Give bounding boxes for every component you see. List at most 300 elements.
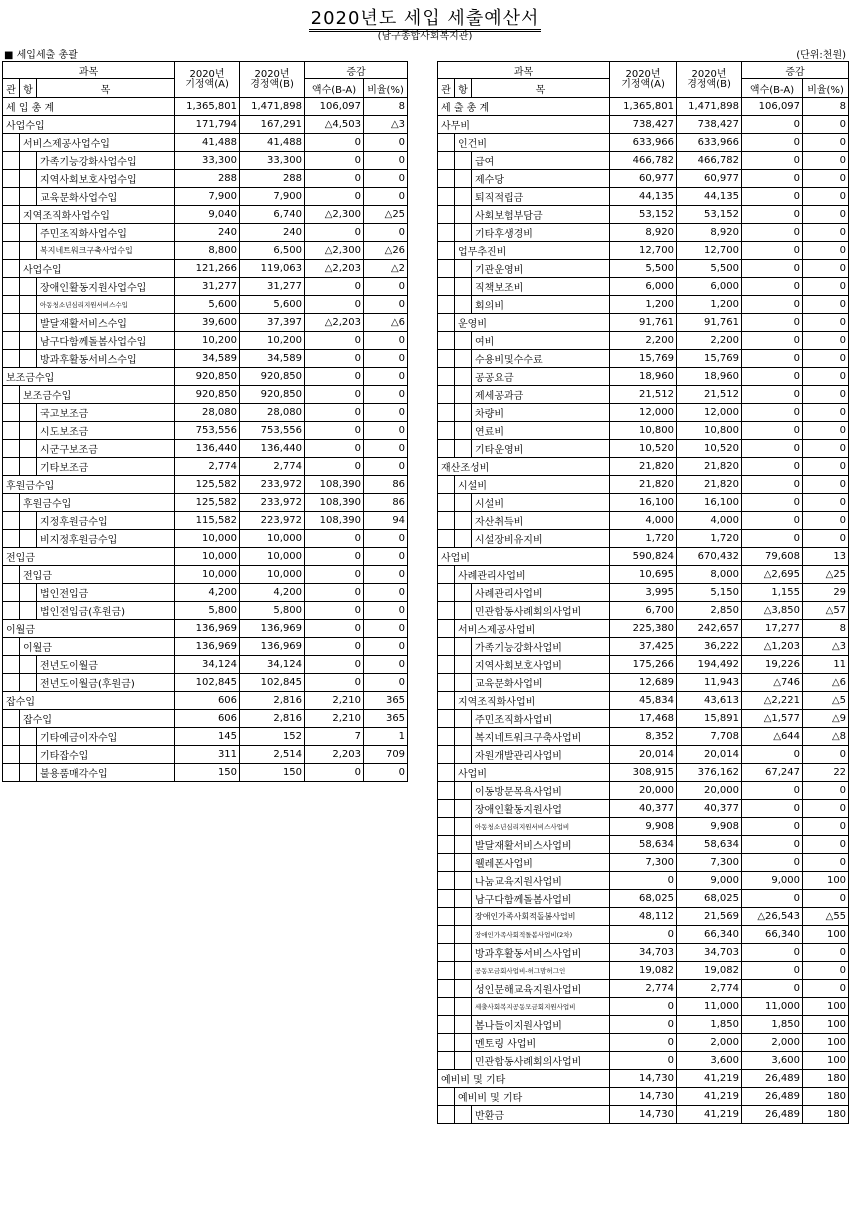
indent-cell xyxy=(455,350,472,368)
table-row xyxy=(438,674,849,692)
item-name: 방과후활동서비스사업비 xyxy=(472,944,610,962)
amount-diff: 67,247 xyxy=(742,764,803,782)
item-name: 교육문화사업수입 xyxy=(37,188,175,206)
indent-cell xyxy=(3,404,20,422)
amount-diff: 2,210 xyxy=(305,692,364,710)
table-row xyxy=(438,620,849,638)
amount-a: 311 xyxy=(175,746,240,764)
amount-b: 7,300 xyxy=(677,854,742,872)
amount-ratio: 0 xyxy=(364,332,408,350)
amount-ratio: △3 xyxy=(364,116,408,134)
amount-diff: 2,210 xyxy=(305,710,364,728)
amount-a: 2,774 xyxy=(610,980,677,998)
indent-cell xyxy=(3,260,20,278)
table-row xyxy=(438,728,849,746)
table-row xyxy=(3,674,408,692)
indent-cell xyxy=(455,926,472,944)
indent-cell xyxy=(455,404,472,422)
item-name: 장애인가족사회적돌봄사업비(2차) xyxy=(472,926,610,944)
table-row xyxy=(3,512,408,530)
amount-b: 41,219 xyxy=(677,1088,742,1106)
amount-b: 8,000 xyxy=(677,566,742,584)
amount-diff: 0 xyxy=(742,530,803,548)
amount-diff: 0 xyxy=(305,548,364,566)
indent-cell xyxy=(438,1106,455,1124)
amount-ratio: 0 xyxy=(364,566,408,584)
indent-cell xyxy=(455,152,472,170)
indent-cell xyxy=(438,926,455,944)
indent-cell xyxy=(455,890,472,908)
amount-ratio: 0 xyxy=(803,404,849,422)
item-name: 세출사회복지공동모금회지원사업비 xyxy=(472,998,610,1016)
item-name: 연료비 xyxy=(472,422,610,440)
header-zeunggam: 증감 xyxy=(742,62,849,79)
amount-b: 152 xyxy=(240,728,305,746)
amount-diff: 1,850 xyxy=(742,1016,803,1034)
header-ratio: 비율(%) xyxy=(803,79,849,98)
amount-ratio: 180 xyxy=(803,1088,849,1106)
item-name: 기타운영비 xyxy=(472,440,610,458)
amount-a: 590,824 xyxy=(610,548,677,566)
table-row xyxy=(3,602,408,620)
amount-a: 5,800 xyxy=(175,602,240,620)
item-name: 서비스제공사업수입 xyxy=(20,134,175,152)
table-row xyxy=(438,314,849,332)
indent-cell xyxy=(20,728,37,746)
item-name: 복지네트워크구축사업비 xyxy=(472,728,610,746)
amount-a: 44,135 xyxy=(610,188,677,206)
indent-cell xyxy=(438,440,455,458)
amount-a: 8,800 xyxy=(175,242,240,260)
indent-cell xyxy=(3,296,20,314)
indent-cell xyxy=(455,530,472,548)
amount-ratio: 180 xyxy=(803,1106,849,1124)
item-name: 아동청소년심리지원서비스수입 xyxy=(37,296,175,314)
amount-a: 3,995 xyxy=(610,584,677,602)
table-row xyxy=(438,422,849,440)
amount-a: 48,112 xyxy=(610,908,677,926)
table-row xyxy=(438,368,849,386)
item-name: 장애인활동지원사업 xyxy=(472,800,610,818)
amount-ratio: △5 xyxy=(803,692,849,710)
amount-a: 7,300 xyxy=(610,854,677,872)
amount-b: 6,500 xyxy=(240,242,305,260)
indent-cell xyxy=(20,224,37,242)
indent-cell xyxy=(3,656,20,674)
amount-ratio: 0 xyxy=(364,530,408,548)
item-name: 가족기능강화사업수입 xyxy=(37,152,175,170)
amount-ratio: 0 xyxy=(803,494,849,512)
amount-a: 41,488 xyxy=(175,134,240,152)
indent-cell xyxy=(3,746,20,764)
header-gwan: 관 xyxy=(3,79,20,98)
table-row xyxy=(3,98,408,116)
amount-diff: 0 xyxy=(305,638,364,656)
amount-diff: 0 xyxy=(305,134,364,152)
item-name: 전입금 xyxy=(3,548,175,566)
amount-b: 242,657 xyxy=(677,620,742,638)
amount-diff: 0 xyxy=(742,170,803,188)
amount-ratio: 8 xyxy=(803,98,849,116)
indent-cell xyxy=(20,242,37,260)
amount-b: 31,277 xyxy=(240,278,305,296)
amount-b: 920,850 xyxy=(240,386,305,404)
amount-a: 14,730 xyxy=(610,1070,677,1088)
indent-cell xyxy=(455,836,472,854)
amount-a: 10,000 xyxy=(175,530,240,548)
amount-ratio: △6 xyxy=(364,314,408,332)
indent-cell xyxy=(3,170,20,188)
amount-a: 12,700 xyxy=(610,242,677,260)
amount-a: 225,380 xyxy=(610,620,677,638)
amount-ratio: 0 xyxy=(803,962,849,980)
table-row xyxy=(438,404,849,422)
amount-ratio: 0 xyxy=(803,260,849,278)
amount-a: 10,695 xyxy=(610,566,677,584)
amount-a: 1,200 xyxy=(610,296,677,314)
amount-a: 920,850 xyxy=(175,386,240,404)
amount-diff: △2,203 xyxy=(305,260,364,278)
amount-a: 5,600 xyxy=(175,296,240,314)
amount-b: 102,845 xyxy=(240,674,305,692)
amount-diff: 0 xyxy=(742,224,803,242)
item-name: 수용비및수수료 xyxy=(472,350,610,368)
table-row xyxy=(438,962,849,980)
indent-cell xyxy=(20,584,37,602)
indent-cell xyxy=(20,656,37,674)
item-name: 전입금 xyxy=(20,566,175,584)
amount-b: 5,600 xyxy=(240,296,305,314)
amount-ratio: 0 xyxy=(803,296,849,314)
header-mok: 목 xyxy=(472,79,610,98)
indent-cell xyxy=(438,224,455,242)
amount-b: 920,850 xyxy=(240,368,305,386)
table-row xyxy=(3,440,408,458)
amount-a: 1,365,801 xyxy=(175,98,240,116)
indent-cell xyxy=(438,206,455,224)
table-row xyxy=(438,980,849,998)
item-name: 잡수입 xyxy=(3,692,175,710)
item-name: 나눔교육지원사업비 xyxy=(472,872,610,890)
indent-cell xyxy=(3,386,20,404)
amount-a: 10,520 xyxy=(610,440,677,458)
header-col-a: 2020년 기정액(A) xyxy=(610,62,677,98)
amount-a: 115,582 xyxy=(175,512,240,530)
indent-cell xyxy=(455,710,472,728)
amount-ratio: 11 xyxy=(803,656,849,674)
amount-diff: △746 xyxy=(742,674,803,692)
amount-b: 21,820 xyxy=(677,458,742,476)
amount-ratio: 0 xyxy=(803,512,849,530)
amount-diff: 0 xyxy=(742,746,803,764)
amount-diff: 3,600 xyxy=(742,1052,803,1070)
amount-diff: 0 xyxy=(742,836,803,854)
amount-a: 8,920 xyxy=(610,224,677,242)
amount-diff: 66,340 xyxy=(742,926,803,944)
amount-diff: △2,221 xyxy=(742,692,803,710)
indent-cell xyxy=(20,746,37,764)
amount-ratio: 0 xyxy=(364,134,408,152)
amount-diff: 0 xyxy=(305,296,364,314)
indent-cell xyxy=(3,458,20,476)
amount-a: 175,266 xyxy=(610,656,677,674)
amount-diff: △2,203 xyxy=(305,314,364,332)
item-name: 사업비 xyxy=(455,764,610,782)
amount-diff: 1,155 xyxy=(742,584,803,602)
amount-a: 17,468 xyxy=(610,710,677,728)
amount-a: 33,300 xyxy=(175,152,240,170)
table-row xyxy=(3,260,408,278)
amount-a: 2,774 xyxy=(175,458,240,476)
amount-a: 34,124 xyxy=(175,656,240,674)
item-name: 세 입 총 계 xyxy=(3,98,175,116)
amount-diff: 0 xyxy=(742,332,803,350)
amount-diff: 0 xyxy=(305,656,364,674)
amount-ratio: 0 xyxy=(803,206,849,224)
amount-b: 376,162 xyxy=(677,764,742,782)
amount-diff: △1,577 xyxy=(742,710,803,728)
amount-a: 8,352 xyxy=(610,728,677,746)
amount-diff: △2,300 xyxy=(305,242,364,260)
table-row xyxy=(3,242,408,260)
table-row xyxy=(438,260,849,278)
amount-ratio: 0 xyxy=(364,584,408,602)
indent-cell xyxy=(20,602,37,620)
table-row xyxy=(438,764,849,782)
amount-a: 18,960 xyxy=(610,368,677,386)
item-name: 서비스제공사업비 xyxy=(455,620,610,638)
amount-a: 0 xyxy=(610,1052,677,1070)
amount-a: 68,025 xyxy=(610,890,677,908)
amount-ratio: 0 xyxy=(364,224,408,242)
item-name: 멘토링 사업비 xyxy=(472,1034,610,1052)
amount-diff: 26,489 xyxy=(742,1088,803,1106)
header-gwamok: 과목 xyxy=(438,62,610,79)
amount-ratio: 0 xyxy=(803,800,849,818)
amount-a: 121,266 xyxy=(175,260,240,278)
indent-cell xyxy=(455,602,472,620)
table-row xyxy=(438,836,849,854)
indent-cell xyxy=(3,278,20,296)
indent-cell xyxy=(455,1034,472,1052)
indent-cell xyxy=(438,620,455,638)
amount-a: 1,365,801 xyxy=(610,98,677,116)
item-name: 자원개발관리사업비 xyxy=(472,746,610,764)
indent-cell xyxy=(20,458,37,476)
item-name: 웰레폰사업비 xyxy=(472,854,610,872)
table-row xyxy=(3,404,408,422)
indent-cell xyxy=(455,944,472,962)
indent-cell xyxy=(455,908,472,926)
item-name: 법인전입금(후원금) xyxy=(37,602,175,620)
amount-ratio: 100 xyxy=(803,1034,849,1052)
table-row xyxy=(3,368,408,386)
amount-b: 91,761 xyxy=(677,314,742,332)
indent-cell xyxy=(20,674,37,692)
amount-diff: 0 xyxy=(742,422,803,440)
amount-diff: 0 xyxy=(742,494,803,512)
amount-b: 41,219 xyxy=(677,1070,742,1088)
amount-ratio: 0 xyxy=(364,278,408,296)
table-row xyxy=(438,854,849,872)
indent-cell xyxy=(3,152,20,170)
amount-a: 102,845 xyxy=(175,674,240,692)
indent-cell xyxy=(438,710,455,728)
amount-ratio: 0 xyxy=(803,836,849,854)
indent-cell xyxy=(438,152,455,170)
item-name: 지정후원금수입 xyxy=(37,512,175,530)
amount-diff: 0 xyxy=(305,620,364,638)
amount-a: 60,977 xyxy=(610,170,677,188)
item-name: 법인전입금 xyxy=(37,584,175,602)
amount-a: 136,440 xyxy=(175,440,240,458)
indent-cell xyxy=(438,728,455,746)
amount-ratio: 22 xyxy=(803,764,849,782)
amount-ratio: 0 xyxy=(803,854,849,872)
amount-a: 125,582 xyxy=(175,494,240,512)
amount-ratio: 0 xyxy=(364,296,408,314)
amount-b: 9,000 xyxy=(677,872,742,890)
table-row xyxy=(3,656,408,674)
amount-diff: △3,850 xyxy=(742,602,803,620)
table-row xyxy=(438,710,849,728)
indent-cell xyxy=(20,422,37,440)
amount-b: 2,774 xyxy=(240,458,305,476)
table-row xyxy=(3,206,408,224)
amount-b: 2,816 xyxy=(240,692,305,710)
item-name: 봄나들이지원사업비 xyxy=(472,1016,610,1034)
indent-cell xyxy=(455,1106,472,1124)
table-row xyxy=(3,116,408,134)
amount-diff: △2,695 xyxy=(742,566,803,584)
amount-b: 194,492 xyxy=(677,656,742,674)
table-row xyxy=(438,134,849,152)
amount-diff: 0 xyxy=(742,134,803,152)
item-name: 제수당 xyxy=(472,170,610,188)
indent-cell xyxy=(3,332,20,350)
amount-diff: 0 xyxy=(305,368,364,386)
amount-b: 2,850 xyxy=(677,602,742,620)
indent-cell xyxy=(438,278,455,296)
amount-b: 136,969 xyxy=(240,638,305,656)
amount-diff: 0 xyxy=(742,368,803,386)
revenue-table xyxy=(2,61,408,782)
indent-cell xyxy=(438,962,455,980)
amount-a: 10,000 xyxy=(175,566,240,584)
amount-b: 15,891 xyxy=(677,710,742,728)
amount-ratio: 0 xyxy=(364,458,408,476)
amount-diff: 0 xyxy=(742,476,803,494)
amount-ratio: 0 xyxy=(803,944,849,962)
table-row xyxy=(438,1034,849,1052)
amount-b: 3,600 xyxy=(677,1052,742,1070)
item-name: 아동청소년심리지원서비스사업비 xyxy=(472,818,610,836)
section-label: ■ 세입세출 총괄 xyxy=(4,50,78,61)
table-row xyxy=(438,98,849,116)
indent-cell xyxy=(455,584,472,602)
indent-cell xyxy=(438,188,455,206)
amount-diff: 0 xyxy=(742,314,803,332)
amount-diff: 0 xyxy=(305,170,364,188)
item-name: 보조금수입 xyxy=(3,368,175,386)
indent-cell xyxy=(438,242,455,260)
item-name: 기타후생경비 xyxy=(472,224,610,242)
amount-b: 633,966 xyxy=(677,134,742,152)
amount-b: 34,703 xyxy=(677,944,742,962)
amount-a: 150 xyxy=(175,764,240,782)
indent-cell xyxy=(438,638,455,656)
indent-cell xyxy=(20,440,37,458)
amount-diff: 0 xyxy=(742,296,803,314)
amount-diff: 108,390 xyxy=(305,476,364,494)
amount-a: 15,769 xyxy=(610,350,677,368)
table-row xyxy=(438,296,849,314)
amount-a: 0 xyxy=(610,872,677,890)
indent-cell xyxy=(455,656,472,674)
amount-ratio: 0 xyxy=(364,548,408,566)
amount-ratio: 0 xyxy=(803,818,849,836)
amount-ratio: 0 xyxy=(803,278,849,296)
amount-a: 4,000 xyxy=(610,512,677,530)
amount-ratio: 0 xyxy=(364,170,408,188)
amount-ratio: 0 xyxy=(803,332,849,350)
item-name: 운영비 xyxy=(455,314,610,332)
indent-cell xyxy=(3,638,20,656)
item-name: 발달재활서비스수입 xyxy=(37,314,175,332)
indent-cell xyxy=(455,206,472,224)
table-row xyxy=(438,152,849,170)
item-name: 이동방문목욕사업비 xyxy=(472,782,610,800)
amount-a: 6,000 xyxy=(610,278,677,296)
table-row xyxy=(438,548,849,566)
amount-a: 9,040 xyxy=(175,206,240,224)
amount-a: 28,080 xyxy=(175,404,240,422)
amount-a: 34,703 xyxy=(610,944,677,962)
amount-a: 21,820 xyxy=(610,458,677,476)
amount-ratio: △9 xyxy=(803,710,849,728)
amount-a: 19,082 xyxy=(610,962,677,980)
table-row xyxy=(3,458,408,476)
indent-cell xyxy=(20,278,37,296)
amount-ratio: 29 xyxy=(803,584,849,602)
amount-ratio: △26 xyxy=(364,242,408,260)
amount-b: 10,000 xyxy=(240,548,305,566)
amount-b: 1,850 xyxy=(677,1016,742,1034)
table-row xyxy=(3,476,408,494)
amount-diff: 0 xyxy=(742,188,803,206)
table-row xyxy=(3,764,408,782)
item-name: 회의비 xyxy=(472,296,610,314)
table-row xyxy=(3,548,408,566)
amount-diff: 0 xyxy=(305,386,364,404)
expenditure-table xyxy=(437,61,849,1124)
item-name: 사업비 xyxy=(438,548,610,566)
indent-cell xyxy=(438,512,455,530)
item-name: 국고보조금 xyxy=(37,404,175,422)
indent-cell xyxy=(455,674,472,692)
indent-cell xyxy=(455,1016,472,1034)
indent-cell xyxy=(455,422,472,440)
header-ratio: 비율(%) xyxy=(364,79,408,98)
amount-b: 240 xyxy=(240,224,305,242)
amount-ratio: 100 xyxy=(803,1052,849,1070)
amount-a: 91,761 xyxy=(610,314,677,332)
amount-diff: 0 xyxy=(742,116,803,134)
item-name: 주민조직화사업비 xyxy=(472,710,610,728)
amount-a: 466,782 xyxy=(610,152,677,170)
amount-ratio: 0 xyxy=(803,242,849,260)
indent-cell xyxy=(438,854,455,872)
